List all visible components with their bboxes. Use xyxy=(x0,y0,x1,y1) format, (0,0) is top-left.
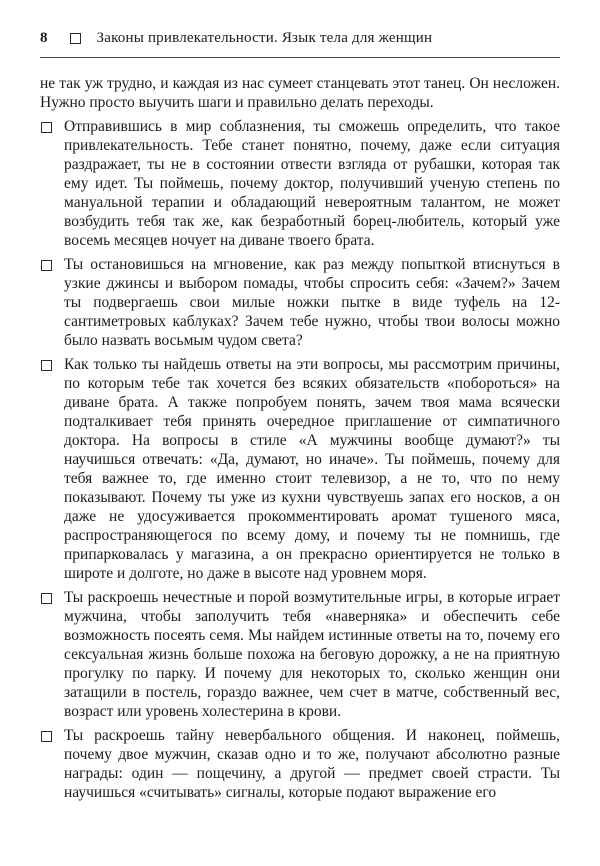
square-bullet-icon xyxy=(41,360,52,371)
page-number: 8 xyxy=(40,30,48,46)
page-body xyxy=(0,58,600,802)
list-item-text: Ты раскроешь тайну невербального общения. И наконец, поймешь, почему двое мужчин, сказав одно и то же, получают абсолютно разные награды: один — пощечину, а другой — предмет своей страсти. Ты научишься «считывать» сигналы, которые подают выражение его xyxy=(64,727,560,801)
list-item-text: Отправившись в мир соблазнения, ты сможешь определить, что такое привлекательность. Тебе станет понятно, почему, даже если ситуация раздражает, ты не в состоянии отвести взгляда от рубашки, которая так ему идет. Ты поймешь, почему доктор, получивший ученую степень по мануальной терапии и обладающий невероятным талантом, не может возбудить тебя так же, как безработный борец-любитель, который уже восемь месяцев ночует на диване твоего брата. xyxy=(64,118,560,249)
square-bullet-icon xyxy=(70,33,81,44)
list-item xyxy=(40,117,560,250)
page-header xyxy=(40,0,560,58)
list-item xyxy=(40,255,560,350)
list-item xyxy=(40,726,560,802)
bullet-list xyxy=(40,117,560,802)
square-bullet-icon xyxy=(41,731,52,742)
square-bullet-icon xyxy=(41,122,52,133)
intro-paragraph: не так уж трудно, и каждая из нас сумеет станцевать этот танец. Он несложен. Нужно просто выучить шаги и правильно делать переходы. xyxy=(40,75,560,111)
list-item-text: Ты остановишься на мгновение, как раз между попыткой втиснуться в узкие джинсы и выбором помады, чтобы спросить себя: «Зачем?» Зачем ты подвергаешь свои милые ножки пытке в виде туфель на 12-сантиметровых каблуках? Зачем тебе нужно, чтобы твои волосы можно было назвать восьмым чудом света? xyxy=(64,256,560,349)
square-bullet-icon xyxy=(41,593,52,604)
list-item xyxy=(40,355,560,583)
running-title: Законы привлекательности. Язык тела для женщин xyxy=(96,30,433,46)
list-item-text: Как только ты найдешь ответы на эти вопросы, мы рассмотрим причины, по которым тебе так хочется без всяких обязательств «побороться» на диване брата. А также попробуем понять, зачем твоя мама всячески подталкивает тебя принять очередное приглашение от симпатичного доктора. На вопросы в стиле «А мужчины вообще думают?» ты научишься отвечать: «Да, думают, но иначе». Ты поймешь, почему для тебя важнее то, где именно стоит телевизор, а не то, что по нему показывают. Почему ты уже из кухни чувствуешь запах его носков, а он даже не удосуживается прокомментировать аромат тушеного мяса, распространяющегося по всему дому, и почему ты не помнишь, где припарковалась у магазина, а он прекрасно ориентируется не только в широте и долготе, но даже в высоте над уровнем моря. xyxy=(64,356,560,582)
list-item-text: Ты раскроешь нечестные и порой возмутительные игры, в которые играет мужчина, чтобы заполучить тебя «наверняка» и обеспечить себе возможность посеять семя. Мы найдем истинные ответы на то, почему его сексуальная жизнь больше похожа на беговую дорожку, а не на приятную прогулку по парку. И почему для некоторых то, сколько женщин они затащили в постель, гораздо важнее, чем счет в матче, собственный вес, возраст или уровень холестерина в крови. xyxy=(64,589,560,720)
square-bullet-icon xyxy=(41,260,52,271)
list-item xyxy=(40,588,560,721)
